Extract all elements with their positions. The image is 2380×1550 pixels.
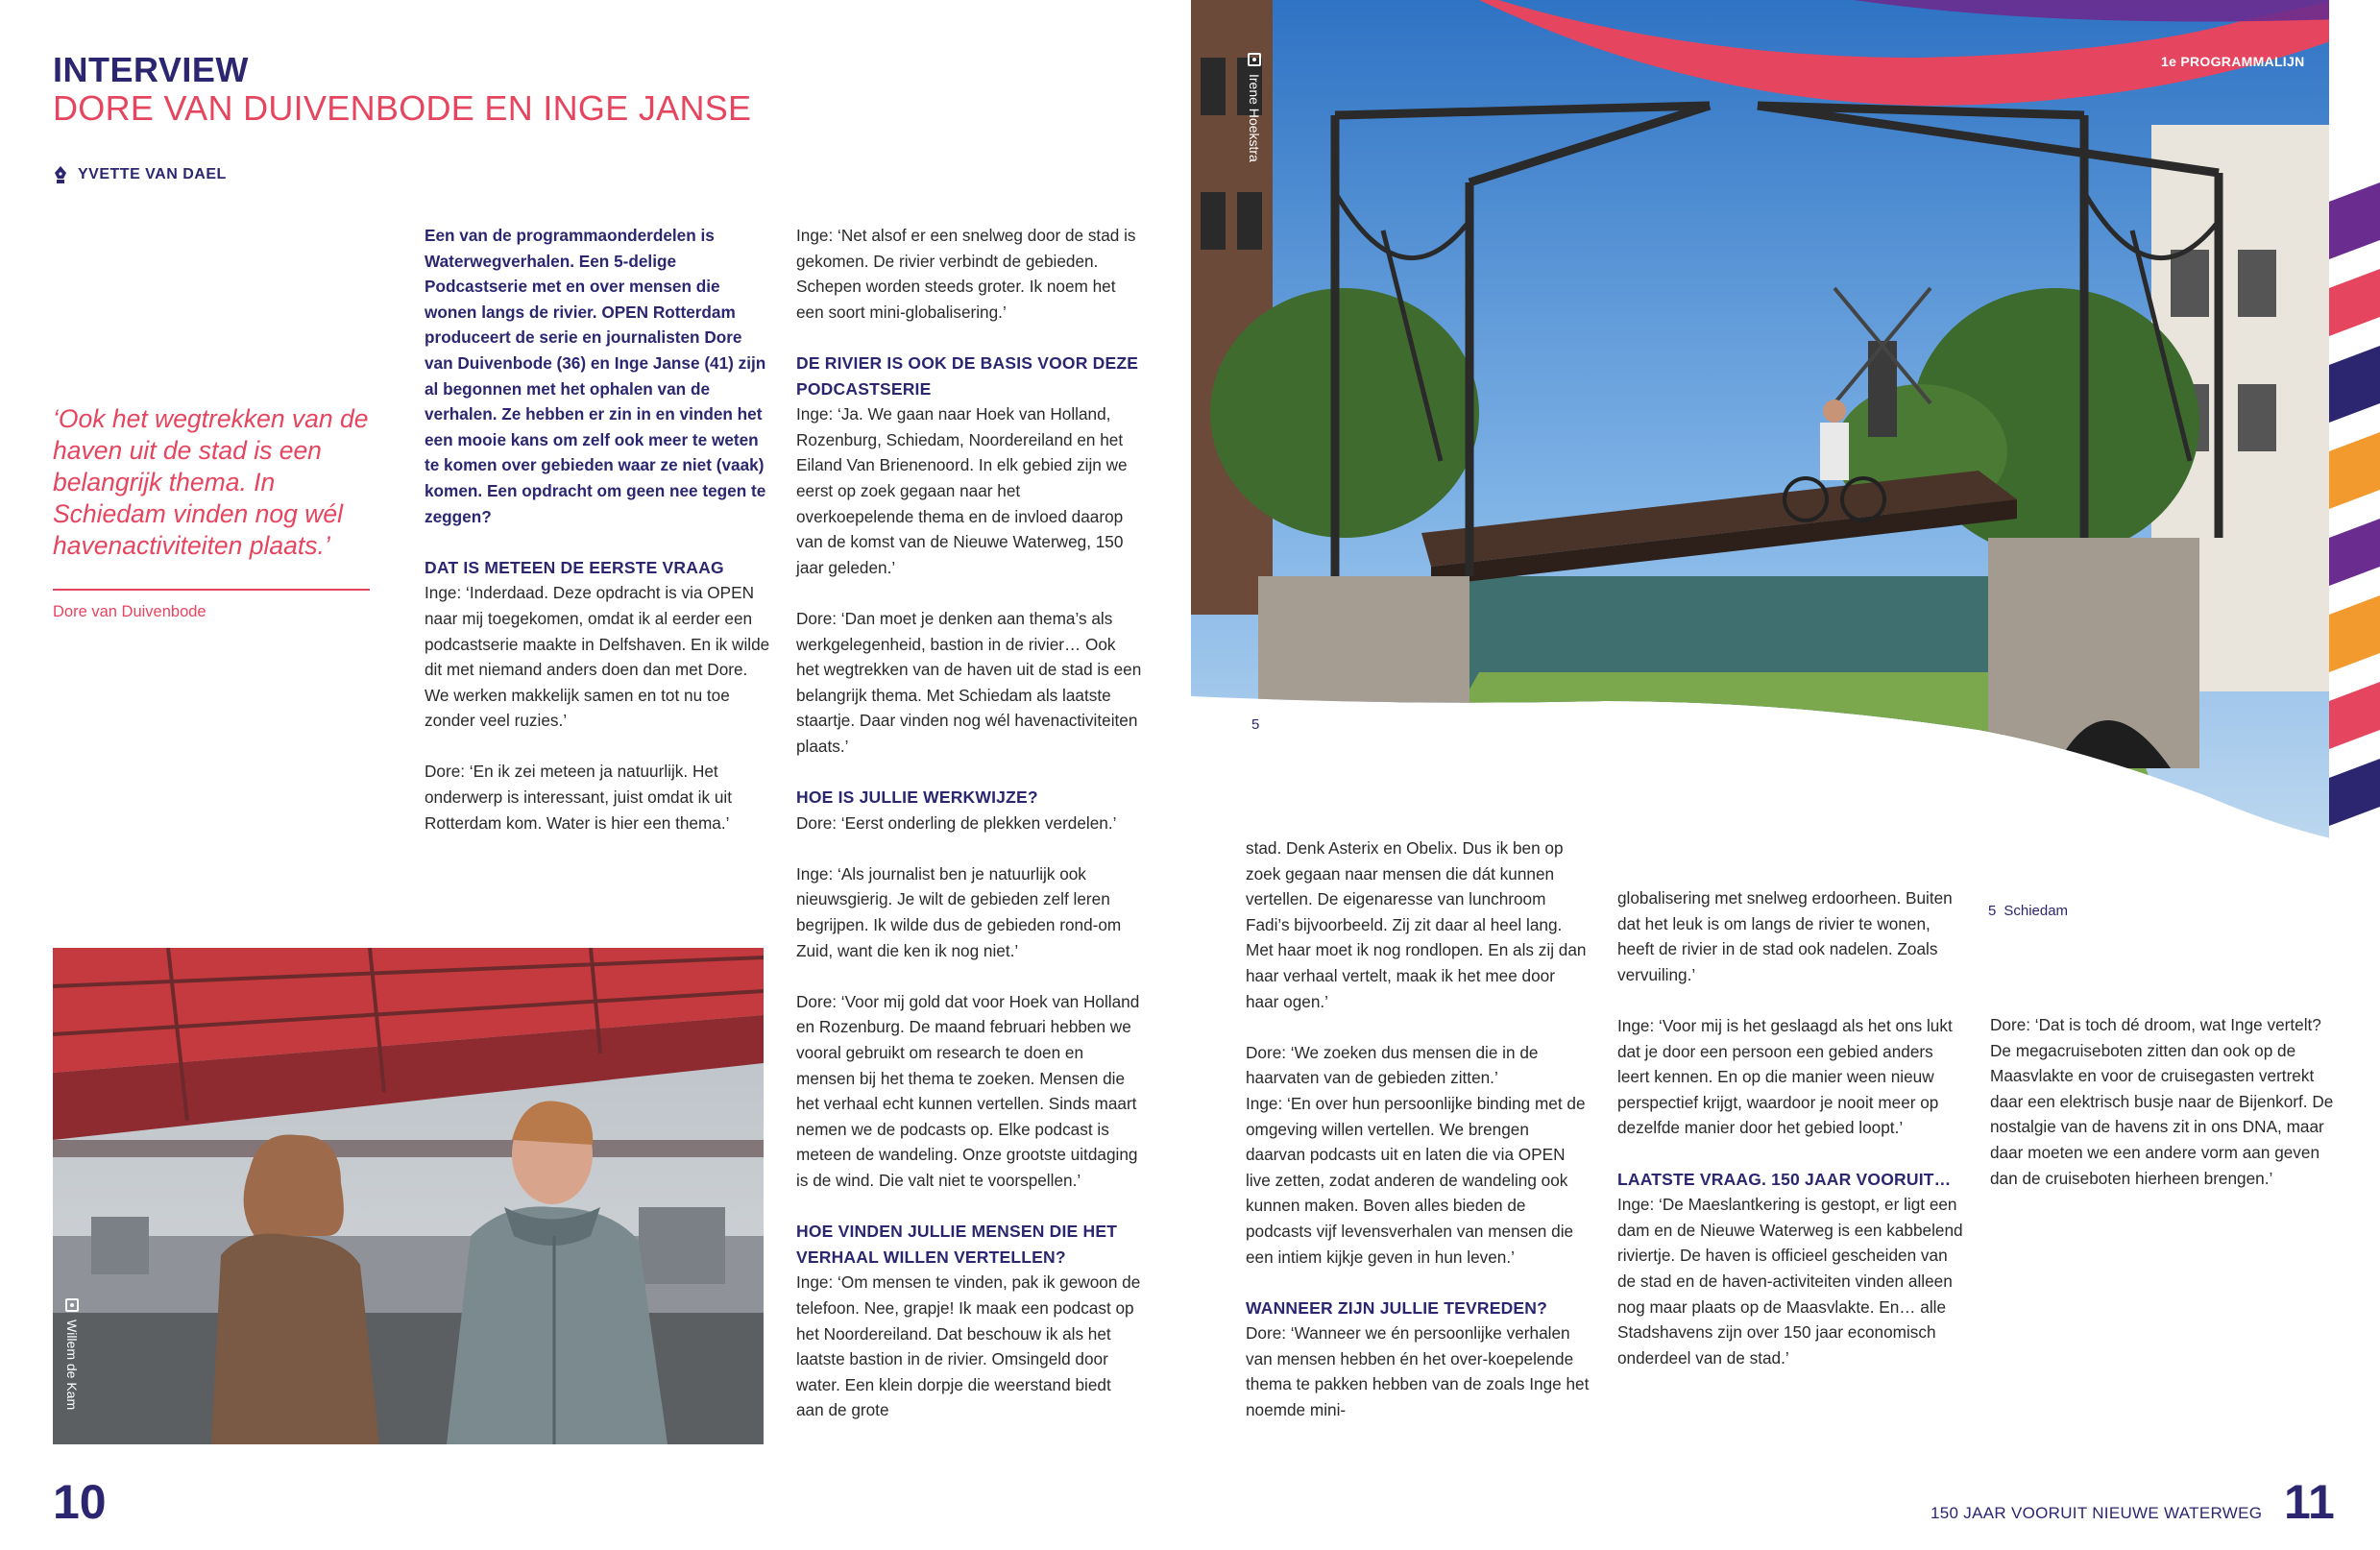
subheading: WANNEER ZIJN JULLIE TEVREDEN?: [1246, 1297, 1548, 1318]
paragraph: Dore: ‘We zoeken dus mensen die in de haarvaten van de gebieden zitten.’: [1246, 1042, 1539, 1088]
pen-nib-icon: [53, 165, 68, 184]
bridge-photo: [1191, 0, 2339, 840]
camera-icon: [65, 1298, 79, 1312]
subheading: HOE IS JULLIE WERKWIJZE?: [796, 787, 1038, 808]
paragraph: Dore: ‘Dan moet je denken aan thema’s als werkgelegenheid, bastion in de rivier… Ook het wegtrekken van de haven uit de stad is een belangrijk thema. Met Schiedam als laatste staartje. Daar vinden nog wél havenactiviteiten plaats.’: [796, 608, 1142, 756]
paragraph: globalisering met snelweg erdoorheen. Buiten dat het leuk is om langs de rivier te wonen, heeft de rivier in de stad ook nadelen. Zoals vervuiling.’: [1617, 888, 1953, 984]
paragraph: Inge: ‘Om mensen te vinden, pak ik gewoon de telefoon. Nee, grapje! Ik maak een podcast op het Noordereiland. Dat beschouw ik als het laatste bastion in de rivier. Omsingeld door water. Een klein dorpje die weerstand biedt aan de grote: [796, 1272, 1141, 1420]
photo-number: 5: [1251, 716, 1260, 733]
paragraph: Dore: ‘En ik zei meteen ja natuurlijk. Het onderwerp is interessant, juist omdat ik uit Rotterdam kom. Water is hier een thema.’: [425, 762, 733, 833]
author-name: YVETTE VAN DAEL: [78, 166, 227, 182]
photo-credit-bridge: [1247, 53, 1262, 162]
paragraph: Inge: ‘Voor mij is het geslaagd als het ons lukt dat je door een persoon een gebied anders leert kennen. En op die manier ween nieuw perspectief krijgt, waardoor je nooit meer op dezelfde manier door het gebied loopt.’: [1617, 1015, 1953, 1138]
subheading: DE RIVIER IS OOK DE BASIS VOOR DEZE PODCASTSERIE: [796, 352, 1139, 399]
caption-number: 5: [1988, 903, 1997, 919]
paragraph: Inge: ‘Ja. We gaan naar Hoek van Holland, Rozenburg, Schiedam, Noordereiland en het Eiland Van Brienenoord. In elk gebied zijn we eerst op zoek gegaan naar het overkoepelende thema en de invloed daarop van de komst van de Nieuwe Waterweg, 150 jaar geleden.’: [796, 404, 1128, 577]
paragraph: Inge: ‘En over hun persoonlijke binding met de omgeving willen vertellen. We brengen daarvan podcasts uit en laten die via OPEN live zetten, zodat anderen de wandeling ook kunnen maken. Boven alles bieden de podcasts vijf levensverhalen van mensen die een intiem kijkje geven in hun leven.’: [1246, 1093, 1586, 1267]
text-column-3: [1246, 836, 1591, 1423]
pull-quote: ‘Ook het wegtrekken van de haven uit de stad is een belangrijk thema. In Schiedam vinden nog wél havenactiviteiten plaats.’: [53, 404, 369, 560]
paragraph: Inge: ‘Net alsof er een snelweg door de stad is gekomen. De rivier verbindt de gebieden. Schepen worden steeds groter. Ik noem het een soort mini-globalisering.’: [796, 226, 1136, 322]
paragraph: Dore: ‘Wanneer we én persoonlijke verhalen van mensen hebben én het over-koepelende thema te pakken hebben van de zoals Inge het noemde mini-: [1246, 1323, 1590, 1420]
text-column-1: [425, 223, 770, 861]
intro-paragraph: Een van de programmaonderdelen is Waterwegverhalen. Een 5-delige Podcastserie met en over mensen die wonen langs de rivier. OPEN Rotterdam produceert de serie en journalisten Dore van Duivenbode (36) en Inge Janse (41) zijn al begonnen met het ophalen van de verhalen. Ze hebben er zin in en vinden het een mooie kans om zelf ook meer te weten te komen over gebieden waar ze niet (vaak) komen. Een opdracht om geen nee tegen te zeggen?: [425, 226, 766, 526]
bridge-illustration: [1191, 0, 2339, 840]
photo-caption: [1988, 903, 2076, 919]
interviewees-illustration: [53, 948, 764, 1444]
camera-icon: [1248, 53, 1261, 66]
decorative-stripes: [2329, 0, 2380, 840]
photo-credit-label: Willem de Kam: [64, 1320, 80, 1411]
quote-attribution: Dore van Duivenbode: [53, 603, 206, 620]
byline: [53, 165, 227, 184]
subheading: LAATSTE VRAAG. 150 JAAR VOORUIT…: [1617, 1169, 1952, 1189]
photo-credit-people: [64, 1298, 80, 1410]
interviewees-photo: [53, 948, 764, 1444]
paragraph: Dore: ‘Eerst onderling de plekken verdelen.’: [796, 812, 1117, 833]
paragraph: Dore: ‘Dat is toch dé droom, wat Inge vertelt? De megacruiseboten zitten dan ook op de Maasvlakte en voor de cruisegasten vertrekt daar een elektrisch busje naar de Bijenkorf. De nostalgie van de havens zit in ons DNA, maar daar moeten we een andere vorm aan geven dan de cruiseboten hierheen brengen.’: [1990, 1015, 2334, 1188]
subheading: HOE VINDEN JULLIE MENSEN DIE HET VERHAAL WILLEN VERTELLEN?: [796, 1222, 1118, 1267]
subheading: DAT IS METEEN DE EERSTE VRAAG: [425, 557, 724, 577]
publication-title: 150 JAAR VOORUIT NIEUWE WATERWEG: [1931, 1504, 2263, 1522]
paragraph: Inge: ‘De Maeslantkering is gestopt, er ligt een dam en de Nieuwe Waterweg is een kabbelend riviertje. De haven is officieel gescheiden van de stad en de haven-activiteiten vinden alleen nog maar plaats op de Maasvlakte. En… alle Stadshavens zijn over 150 jaar economisch onderdeel van de stad.’: [1617, 1195, 1963, 1368]
paragraph: stad. Denk Asterix en Obelix. Dus ik ben op zoek gegaan naar mensen die dát kunnen vertellen. De eigenaresse van lunchroom Fadi’s bijvoorbeeld. Zij zit daar al heel lang. Met haar moet ik nog rondlopen. En als zij dan haar verhaal vertelt, maak ik het mee door haar ogen.’: [1246, 838, 1587, 1011]
page-number-right: 11: [2284, 1475, 2335, 1529]
caption-text: Schiedam: [2004, 903, 2069, 919]
quote-divider: [53, 589, 370, 591]
paragraph: Dore: ‘Voor mij gold dat voor Hoek van Holland en Rozenburg. De maand februari hebben we vooral gebruikt om research te doen en mensen bij het thema te zoeken. Mensen die het verhaal echt kunnen vertellen. Sinds maart nemen we de podcasts op. Elke podcast is meteen de wandeling. Onze grootste uitdaging is de wind. Die valt niet te voorspellen.’: [796, 991, 1140, 1190]
paragraph: Inge: ‘Inderdaad. Deze opdracht is via OPEN naar mij toegekomen, omdat ik al eerder een podcastserie maakte in Delfshaven. En ik wilde dit met niemand anders doen dan met Dore. We werken makkelijk samen en tot nu toe zonder veel ruzies.’: [425, 583, 770, 731]
text-column-5: [1990, 1012, 2336, 1191]
section-kicker: INTERVIEW: [53, 50, 249, 89]
article-title: DORE VAN DUIVENBODE EN INGE JANSE: [53, 88, 752, 128]
paragraph: Inge: ‘Als journalist ben je natuurlijk ook nieuwsgierig. Je wilt de gebieden zelf leren begrijpen. Ik wilde dus de gebieden rond-om Zuid, want die ken ik nog niet.’: [796, 863, 1122, 960]
text-column-2: [796, 223, 1142, 1423]
text-column-4: [1617, 885, 1963, 1370]
photo-credit-label: Irene Hoekstra: [1247, 74, 1262, 162]
running-head: 1e PROGRAMMALIJN: [2161, 54, 2305, 69]
page-number-left: 10: [53, 1475, 107, 1529]
